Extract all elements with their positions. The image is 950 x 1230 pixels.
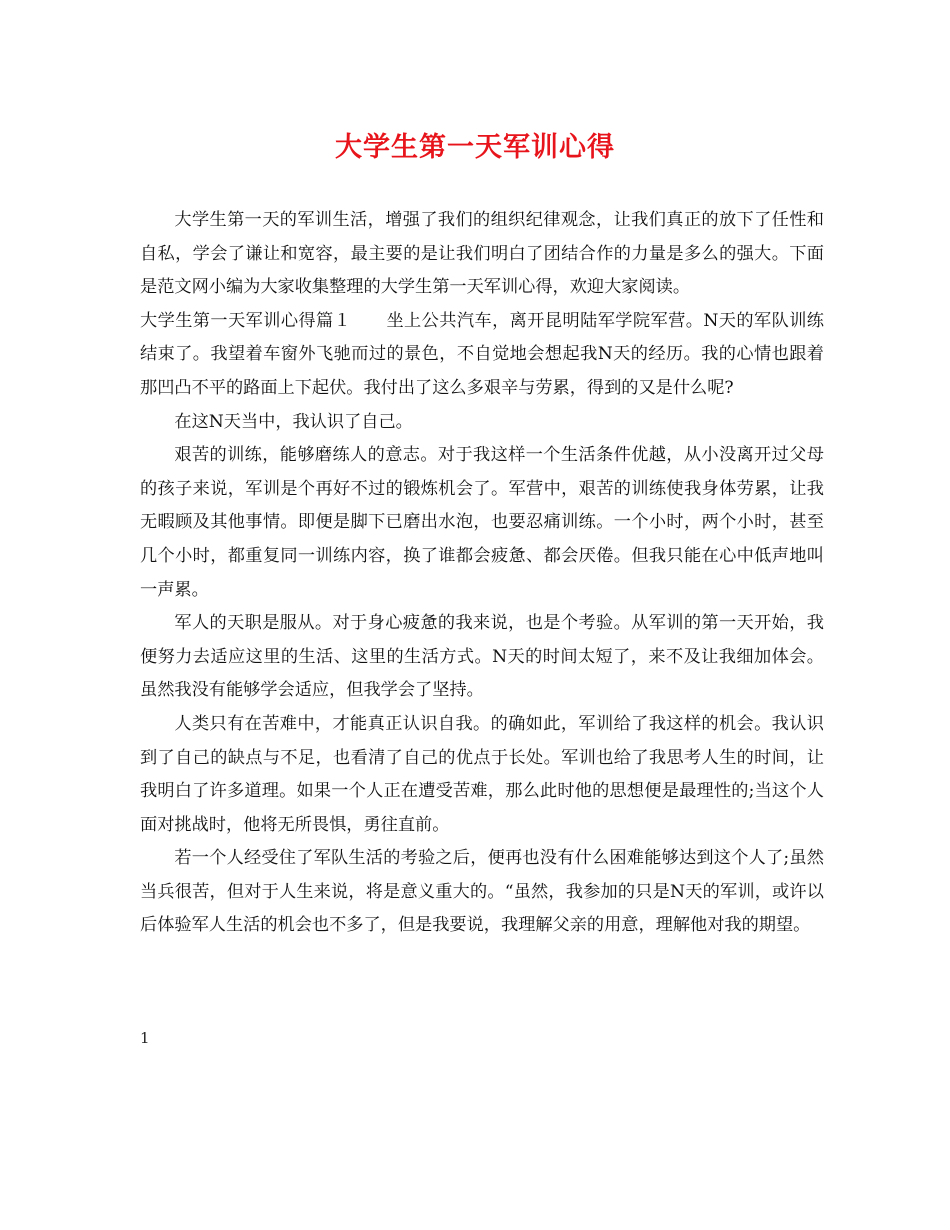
paragraph-self-knowledge: 在这N天当中，我认识了自己。 xyxy=(174,411,413,432)
paragraph-hard-training: 艰苦的训练，能够磨练人的意志。对于我这样一个生活条件优越，从小没离开过父母的孩子来说，军训是个再好不过的锻炼机会了。军营中，艰苦的训练使我身体劳累，让我无暇顾及其他事情。即便是脚下已磨出水泡，也要忍痛训练。一个小时，两个小时，甚至几个小时，都重复同一训练内容，换了谁都会疲惫、都会厌倦。但我只能在心中低声地叫一声累。 xyxy=(140,445,824,600)
paragraph-intro: 大学生第一天的军训生活，增强了我们的组织纪律观念，让我们真正的放下了任性和自私，学会了谦让和宽容，最主要的是让我们明白了团结合作的力量是多么的强大。下面是范文网小编为大家收集整理的大学生第一天军训心得，欢迎大家阅读。 xyxy=(140,210,824,298)
paragraph-hardship: 人类只有在苦难中，才能真正认识自我。的确如此，军训给了我这样的机会。我认识到了自己的缺点与不足，也看清了自己的优点于长处。军训也给了我思考人生的时间，让我明白了许多道理。如果一个人正在遭受苦难，那么此时他的思想便是最理性的;当这个人面对挑战时，他将无所畏惧，勇往直前。 xyxy=(140,713,824,835)
paragraph-conclusion: 若一个人经受住了军队生活的考验之后，便再也没有什么困难能够达到这个人了;虽然当兵很苦，但对于人生来说，将是意义重大的。“虽然，我参加的只是N天的军训，或许以后体验军人生活的机会也不多了，但是我要说，我理解父亲的用意，理解他对我的期望。 xyxy=(140,848,824,936)
paragraph-obedience: 军人的天职是服从。对于身心疲惫的我来说，也是个考验。从军训的第一天开始，我便努力去适应这里的生活、这里的生活方式。N天的时间太短了，来不及让我细加体会。虽然我没有能够学会适应，但我学会了坚持。 xyxy=(140,613,824,701)
document-title: 大学生第一天军训心得 xyxy=(335,132,615,163)
document-body xyxy=(140,204,824,943)
paragraph-section-heading: 大学生第一天军训心得篇１ 坐上公共汽车，离开昆明陆军学院军营。N天的军队训练结束了。我望着车窗外飞驰而过的景色，不自觉地会想起我N天的经历。我的心情也跟着那凹凸不平的路面上下起伏。我付出了这么多艰辛与劳累，得到的又是什么呢? xyxy=(140,310,824,398)
page-number: 1 xyxy=(140,1029,150,1047)
